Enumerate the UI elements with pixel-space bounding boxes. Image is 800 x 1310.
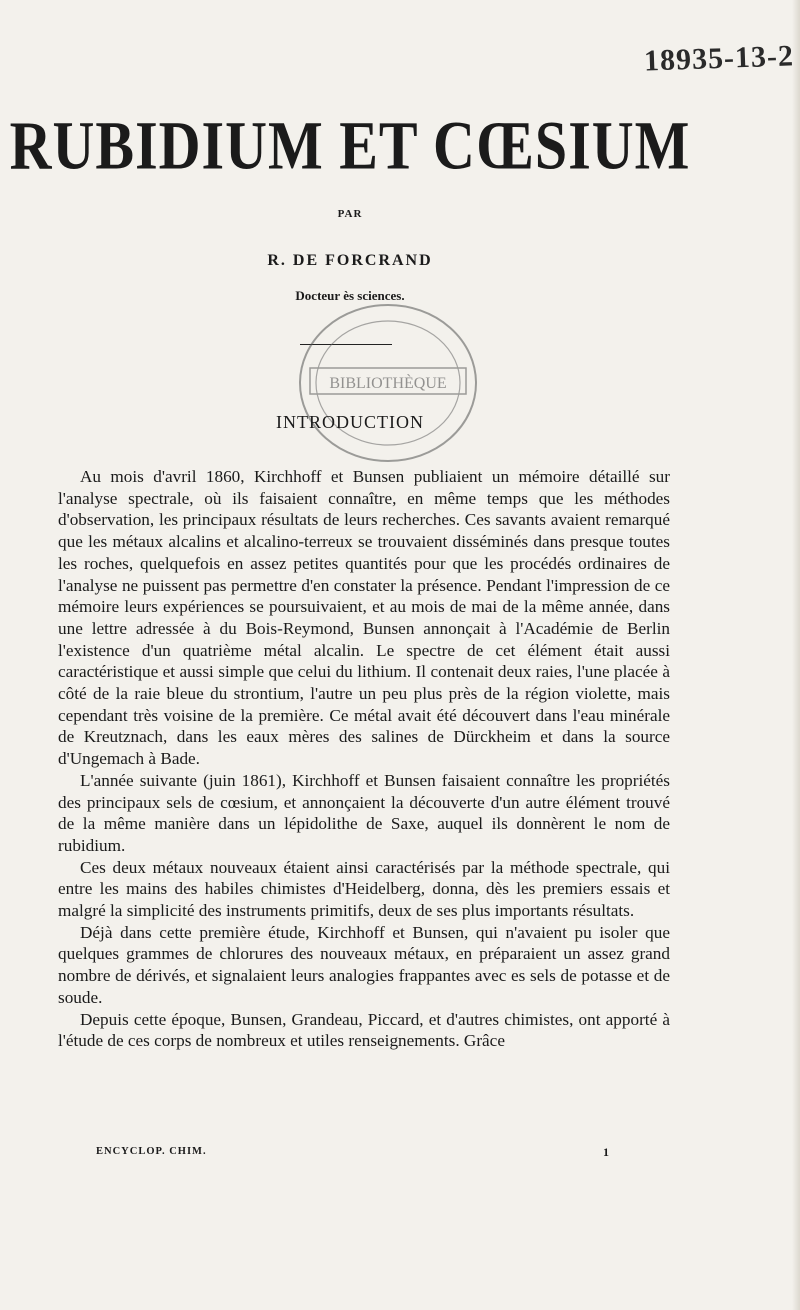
paragraph: Au mois d'avril 1860, Kirchhoff et Bunsen publiaient un mémoire détaillé sur l'analyse spectrale, où ils faisaient connaître, en même temps que les méthodes d'observation, les principaux résultats de leurs recherches. Ces savants avaient remarqué que les métaux alcalins et alcalino-terreux se trouvaient disséminés dans presque toutes les roches, quelquefois en assez petites quantités pour que les procédés ordinaires de l'analyse ne puissent pas permettre d'en constater la présence. Pendant l'impression de ce mémoire leurs expériences se poursuivaient, et au mois de mai de la même année, dans une lettre adressée à du Bois-Reymond, Bunsen annonçait à l'Académie de Berlin l'existence d'un quatrième métal alcalin. Le spectre de cet élément était aussi caractéristique et aussi simple que celui du lithium. Il contenait deux raies, l'une placée à côté de la raie bleue du strontium, l'autre un peu plus près de la région violette, mais cependant très voisine de la première. Ce métal avait été découvert dans l'eau minérale de Kreutznach, dans les eaux mères des salines de Dürckheim et dans la source d'Ungemach à Bade. xyxy=(58,467,670,769)
library-stamp xyxy=(288,298,488,468)
signature-number: 1 xyxy=(603,1145,609,1159)
footer-signature: ENCYCLOP. CHIM. xyxy=(96,1146,207,1157)
shelfmark-number: 18935-13-2 xyxy=(643,39,795,78)
author-name: R. DE FORCRAND xyxy=(267,252,433,269)
stamp-label: BIBLIOTHÈQUE xyxy=(329,375,447,392)
paragraph: Déjà dans cette première étude, Kirchhoff et Bunsen, qui n'avaient pu isoler que quelques grammes de chlorures des nouveaux métaux, en préparaient un assez grand nombre de dérivés, et signalaient leurs analogies frappantes avec es sels de potasse et de soude. xyxy=(58,922,670,1007)
by-label: PAR xyxy=(337,208,363,220)
paragraph: Depuis cette époque, Bunsen, Grandeau, Piccard, et d'autres chimistes, ont apporté à l'étude de ces corps de nombreux et utiles renseignements. Grâce xyxy=(58,1009,670,1051)
paragraph: Ces deux métaux nouveaux étaient ainsi caractérisés par la méthode spectrale, qui entre les mains des habiles chimistes d'Heidelberg, donna, dès les premiers essais et malgré la simplicité des instruments primitifs, deux de ses plus importants résultats. xyxy=(58,857,670,921)
paragraph: L'année suivante (juin 1861), Kirchhoff et Bunsen faisaient connaître les propriétés des principaux sels de cœsium, et annonçaient la découverte d'un autre élément trouvé de la même manière dans un lépidolithe de Saxe, auquel ils donnèrent le nom de rubidium. xyxy=(58,770,670,855)
author-degree: Docteur ès sciences. xyxy=(295,288,405,303)
body-text xyxy=(58,466,670,1052)
section-heading: INTRODUCTION xyxy=(276,412,424,432)
page-edge-shadow xyxy=(792,0,800,1310)
document-title: RUBIDIUM ET CŒSIUM xyxy=(9,107,691,184)
